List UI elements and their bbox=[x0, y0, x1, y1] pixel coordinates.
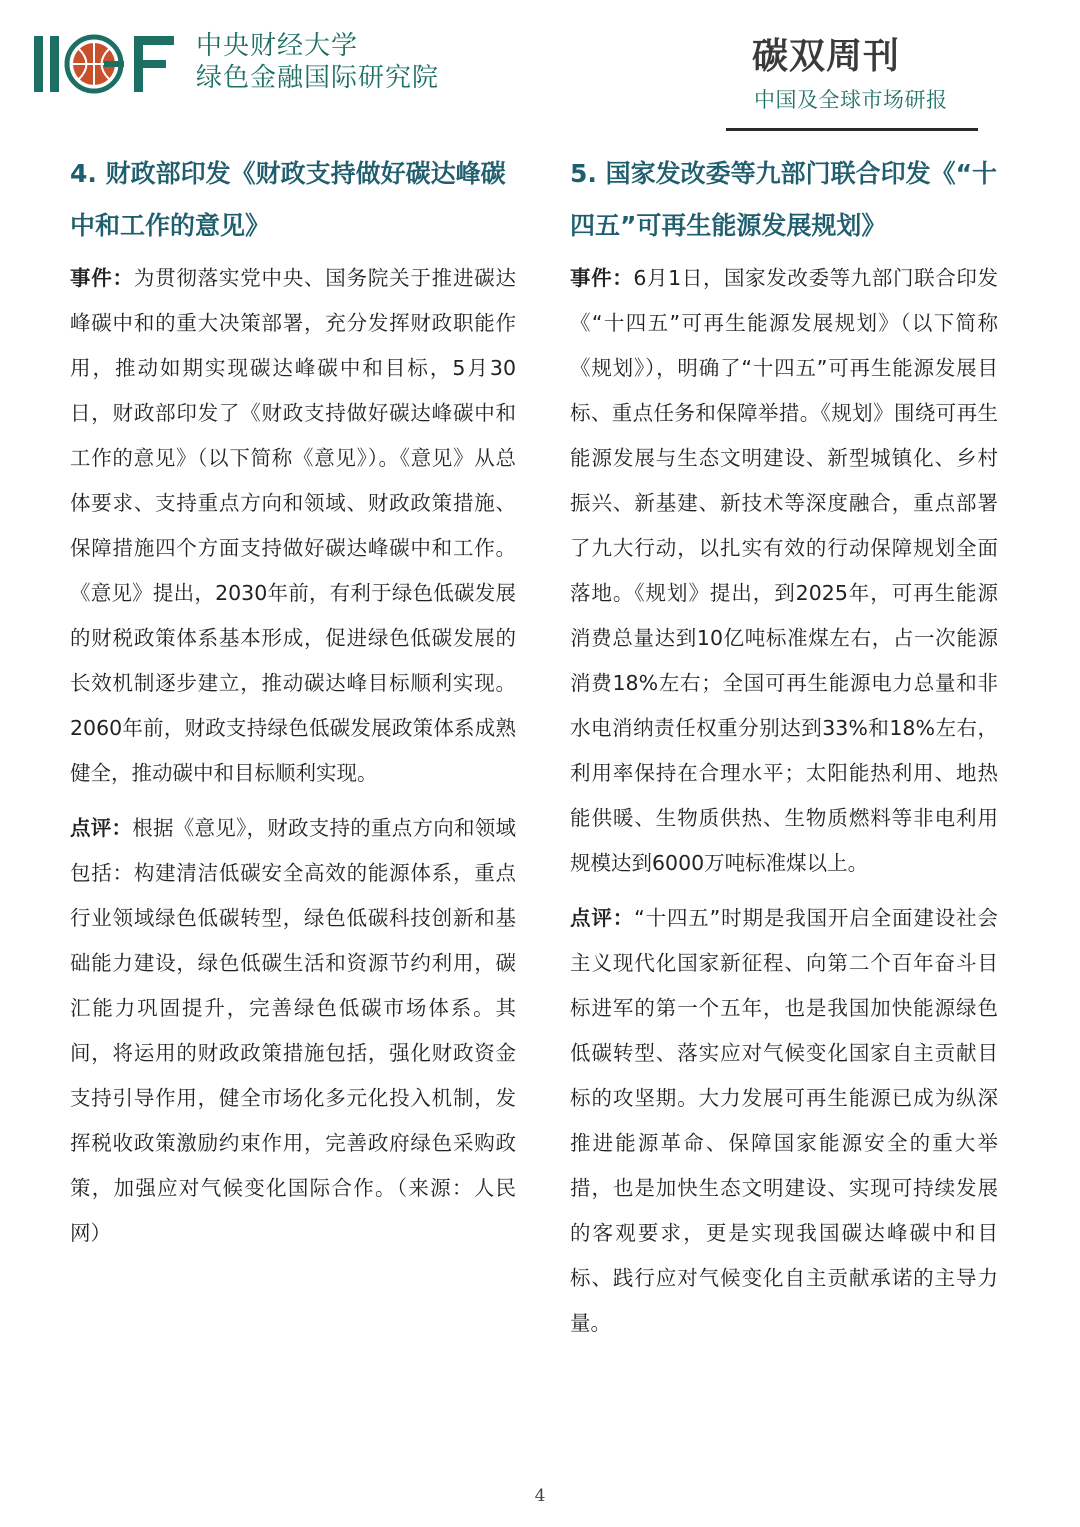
article-5-comment bbox=[570, 896, 998, 1346]
article-4-heading: 4. 财政部印发《财政支持做好碳达峰碳中和工作的意见》 bbox=[70, 159, 506, 240]
institution-line1: 中央财经大学 bbox=[196, 31, 359, 61]
comment-text: “十四五”时期是我国开启全面建设社会主义现代化国家新征程、向第二个百年奋斗目标进军的第一个五年，也是我国加快能源绿色低碳转型、落实应对气候变化国家自主贡献目标的攻坚期。大力发展可再生能源已成为纵深推进能源革命、保障国家能源安全的重大举措，也是加快生态文明建设、实现可持续发展的客观要求，更是实现我国碳达峰碳中和目标、践行应对气候变化自主贡献承诺的主导力量。 bbox=[570, 906, 998, 1335]
comment-text: 根据《意见》，财政支持的重点方向和领域包括：构建清洁低碳安全高效的能源体系，重点行业领域绿色低碳转型，绿色低碳科技创新和基础能力建设，绿色低碳生活和资源节约利用，碳汇能力巩固提升，完善绿色低碳市场体系。其间，将运用的财政政策措施包括，强化财政资金支持引导作用，健全市场化多元化投入机制，发挥税收政策激励约束作用，完善政府绿色采购政策，加强应对气候变化国际合作。（来源：人民网） bbox=[70, 816, 516, 1245]
page-number: 4 bbox=[534, 1486, 546, 1506]
article-4 bbox=[70, 148, 516, 1266]
institution-line2: 绿色金融国际研究院 bbox=[196, 63, 440, 93]
event-text: 6月1日，国家发改委等九部门联合印发《“十四五”可再生能源发展规划》（以下简称《规划》），明确了“十四五”可再生能源发展目标、重点任务和保障举措。《规划》围绕可再生能源发展与生态文明建设、新型城镇化、乡村振兴、新基建、新技术等深度融合，重点部署了九大行动，以扎实有效的行动保障规划全面落地。《规划》提出，到2025年，可再生能源消费总量达到10亿吨标准煤左右，占一次能源消费18%左右；全国可再生能源电力总量和非水电消纳责任权重分别达到33%和18%左右，利用率保持在合理水平；太阳能热利用、地热能供暖、生物质供热、生物质燃料等非电利用规模达到6000万吨标准煤以上。 bbox=[570, 266, 999, 875]
event-text: 为贯彻落实党中央、国务院关于推进碳达峰碳中和的重大决策部署，充分发挥财政职能作用，推动如期实现碳达峰碳中和目标，5月30日，财政部印发了《财政支持做好碳达峰碳中和工作的意见》（以下简称《意见》）。《意见》从总体要求、支持重点方向和领域、财政政策措施、保障措施四个方面支持做好碳达峰碳中和工作。《意见》提出，2030年前，有利于绿色低碳发展的财税政策体系基本形成，促进绿色低碳发展的长效机制逐步建立，推动碳达峰目标顺利实现。2060年前，财政支持绿色低碳发展政策体系成熟健全，推动碳中和目标顺利实现。 bbox=[70, 266, 517, 785]
header-rule bbox=[726, 128, 978, 131]
journal-title: 碳双周刊 bbox=[752, 36, 901, 77]
iigf-logo bbox=[34, 34, 179, 94]
comment-label: 点评： bbox=[570, 906, 635, 930]
event-label: 事件： bbox=[570, 266, 634, 290]
institution-name bbox=[196, 30, 439, 94]
article-4-comment bbox=[70, 806, 516, 1256]
article-5-heading: 5. 国家发改委等九部门联合印发《“十四五”可再生能源发展规划》 bbox=[570, 159, 998, 240]
article-4-event bbox=[70, 256, 516, 796]
event-label: 事件： bbox=[70, 266, 134, 290]
article-5 bbox=[570, 148, 998, 1356]
comment-label: 点评： bbox=[70, 816, 133, 840]
article-5-event bbox=[570, 256, 998, 886]
journal-subtitle: 中国及全球市场研报 bbox=[754, 88, 948, 112]
